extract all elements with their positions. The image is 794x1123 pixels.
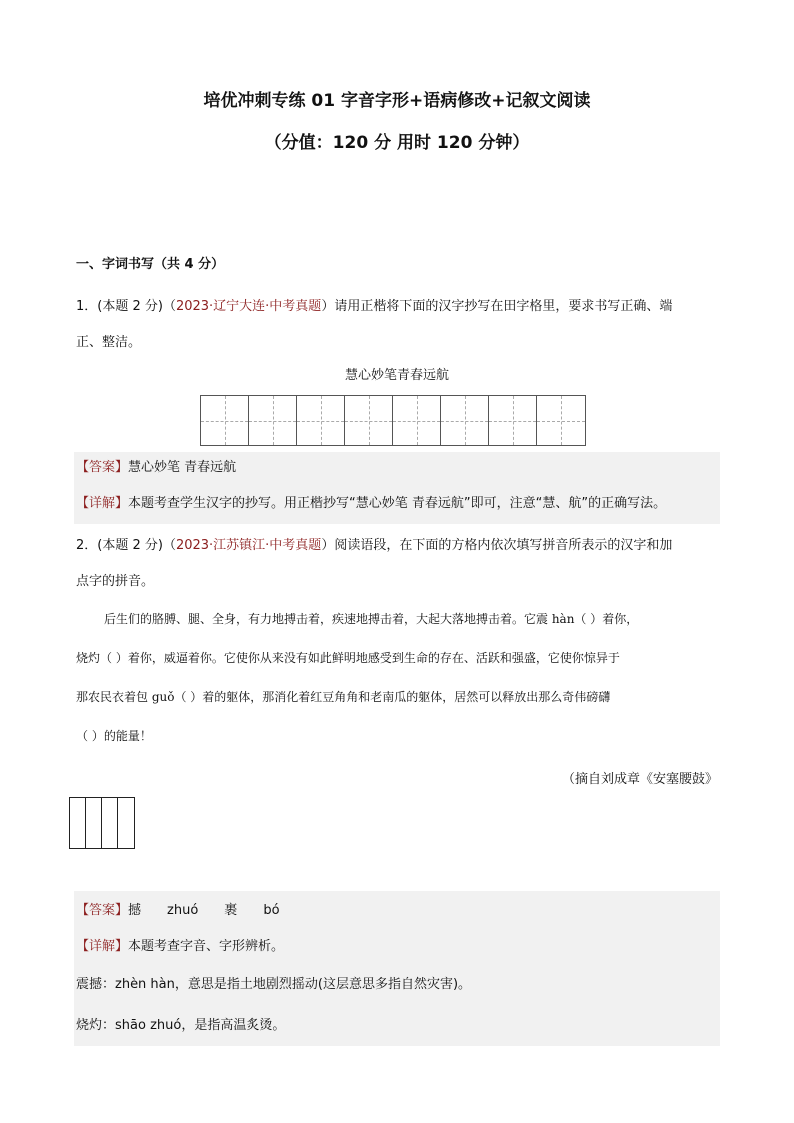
- detail-q1: [76, 494, 721, 514]
- answer-q2: [76, 901, 721, 921]
- page-subtitle: （分值：120 分 用时 120 分钟）: [264, 133, 530, 153]
- question-1-source: 2023·辽宁大连·中考真题: [175, 299, 322, 314]
- question-1: [76, 297, 721, 317]
- copy-target-text: 慧心妙笔青春远航: [344, 368, 449, 383]
- passage-line: 那农民衣着包 guǒ（ ）着的躯体，那消化着红豆角角和老南瓜的躯体，居然可以释放出那么奇伟磅礴: [76, 690, 611, 704]
- question-2-prefix: 2．(本题 2 分)（: [76, 538, 176, 553]
- grid-cell[interactable]: [201, 396, 249, 445]
- grid-cell[interactable]: [489, 396, 537, 445]
- answer-item: 裹: [224, 903, 238, 918]
- tianzige-grid[interactable]: [200, 395, 586, 446]
- passage-line: （ ）的能量！: [76, 729, 152, 743]
- answer-item: bó: [263, 903, 280, 918]
- answer-text: 慧心妙笔 青春远航: [128, 460, 237, 475]
- grid-cell[interactable]: [249, 396, 297, 445]
- grid-cell[interactable]: [297, 396, 345, 445]
- answer-box-grid[interactable]: [69, 797, 135, 849]
- question-1-text: ）请用正楷将下面的汉字抄写在田字格里，要求书写正确、端: [321, 299, 673, 314]
- answer-item: 撼: [128, 903, 142, 918]
- grid-cell[interactable]: [537, 396, 585, 445]
- answer-q1: [76, 458, 721, 478]
- question-1-prefix: 1．(本题 2 分)（: [76, 299, 176, 314]
- answer-input-box[interactable]: [102, 798, 118, 848]
- citation: （摘自刘成章《安塞腰鼓》: [561, 772, 718, 787]
- answer-input-box[interactable]: [70, 798, 86, 848]
- question-1-text-cont: 正、整洁。: [76, 335, 142, 350]
- answer-label: 【答案】: [76, 460, 129, 475]
- answer-input-box[interactable]: [86, 798, 102, 848]
- answer-input-box[interactable]: [118, 798, 134, 848]
- question-2-text-cont: 点字的拼音。: [76, 574, 155, 589]
- question-2-source: 2023·江苏镇江·中考真题: [175, 538, 322, 553]
- reading-passage: [76, 600, 718, 756]
- detail-label: 【详解】: [76, 939, 129, 954]
- passage-line: [76, 600, 718, 639]
- passage-text: 后生们的胳膊、腿、全身，有力地搏击着，疾速地搏击着，大起大落地搏击着。它震 hàn（ ）着你，: [104, 612, 639, 626]
- page-title: 培优冲刺专练 01 字音字形+语病修改+记叙文阅读: [203, 91, 591, 111]
- detail-text: 本题考查学生汉字的抄写。用正楷抄写“慧心妙笔 青春远航”即可，注意“慧、航”的正确写法。: [128, 496, 667, 511]
- grid-cell[interactable]: [441, 396, 489, 445]
- answer-label: 【答案】: [76, 903, 129, 918]
- question-2-text: ）阅读语段，在下面的方格内依次填写拼音所表示的汉字和加: [321, 538, 673, 553]
- section-heading: 一、字词书写（共 4 分）: [76, 257, 225, 272]
- grid-cell[interactable]: [393, 396, 441, 445]
- detail-q2-line2: 震撼：zhèn hàn，意思是指土地剧烈摇动(这层意思多指自然灾害)。: [76, 977, 472, 992]
- grid-cell[interactable]: [345, 396, 393, 445]
- detail-label: 【详解】: [76, 496, 129, 511]
- detail-text: 本题考查字音、字形辨析。: [128, 939, 285, 954]
- detail-q2-line3: 烧灼：shāo zhuó，是指高温炙烫。: [76, 1018, 286, 1033]
- passage-line: 烧灼（ ）着你，威逼着你。它使你从来没有如此鲜明地感受到生命的存在、活跃和强盛，它使你惊异于: [76, 651, 620, 665]
- question-2: [76, 536, 721, 556]
- answer-item: zhuó: [167, 903, 199, 918]
- detail-q2: [76, 937, 721, 957]
